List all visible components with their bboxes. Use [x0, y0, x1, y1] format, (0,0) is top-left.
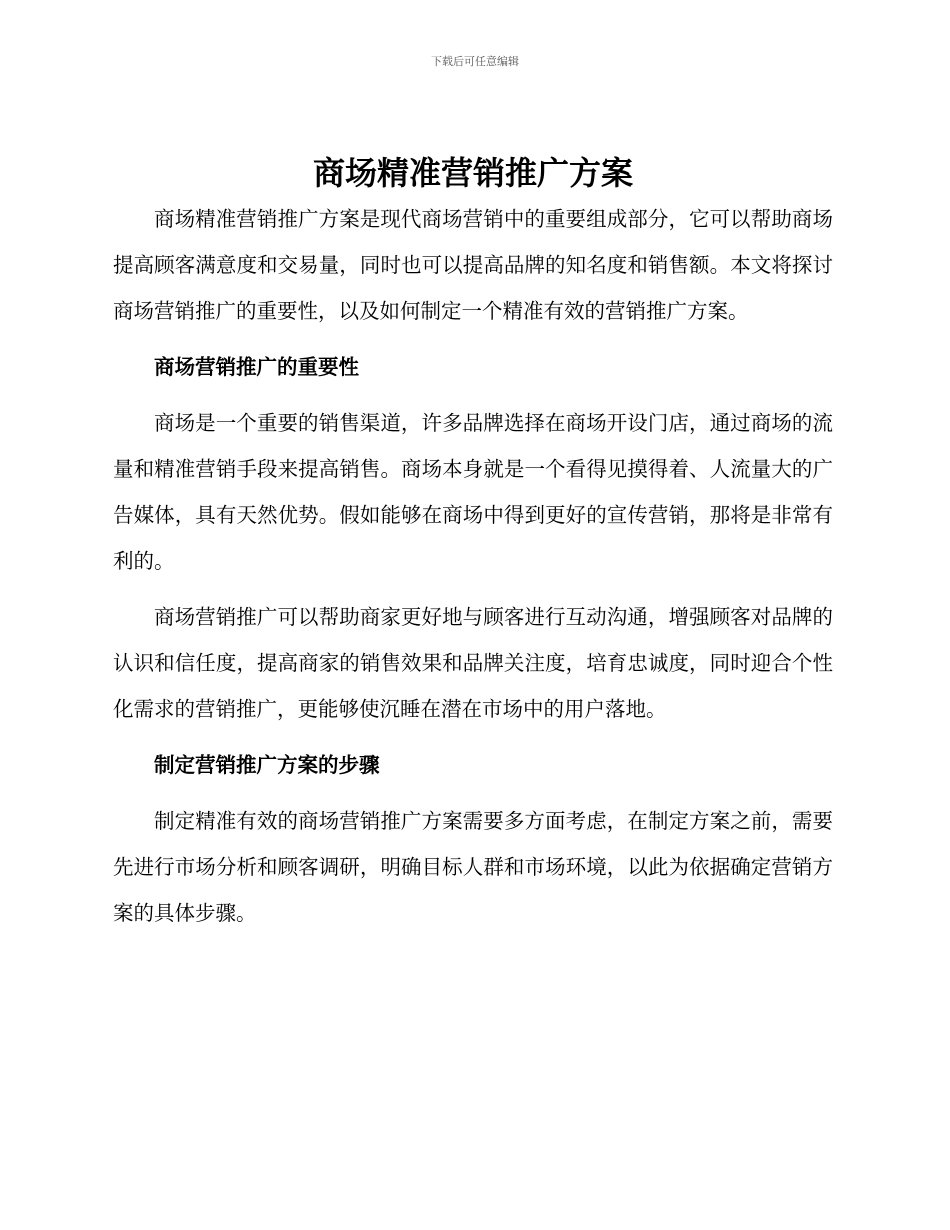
steps-paragraph-1: 制定精准有效的商场营销推广方案需要多方面考虑，在制定方案之前，需要先进行市场分析和顾客调研，明确目标人群和市场环境，以此为依据确定营销方案的具体步骤。	[113, 809, 833, 925]
document-body	[113, 150, 833, 936]
importance-paragraph-2: 商场营销推广可以帮助商家更好地与顾客进行互动沟通，增强顾客对品牌的认识和信任度，提高商家的销售效果和品牌关注度，培育忠诚度，同时迎合个性化需求的营销推广，更能够使沉睡在潜在市场中的用户落地。	[113, 605, 833, 721]
document-title: 商场精准营销推广方案	[312, 154, 633, 192]
intro-paragraph: 商场精准营销推广方案是现代商场营销中的重要组成部分，它可以帮助商场提高顾客满意度和交易量，同时也可以提高品牌的知名度和销售额。本文将探讨商场营销推广的重要性，以及如何制定一个精准有效的营销推广方案。	[113, 207, 833, 323]
page-header-note: 下载后可任意编辑	[431, 55, 519, 68]
section-heading-steps: 制定营销推广方案的步骤	[154, 753, 380, 777]
section-heading-importance: 商场营销推广的重要性	[154, 355, 359, 379]
importance-paragraph-1: 商场是一个重要的销售渠道，许多品牌选择在商场开设门店，通过商场的流量和精准营销手段来提高销售。商场本身就是一个看得见摸得着、人流量大的广告媒体，具有天然优势。假如能够在商场中得到更好的宣传营销，那将是非常有利的。	[113, 411, 833, 573]
